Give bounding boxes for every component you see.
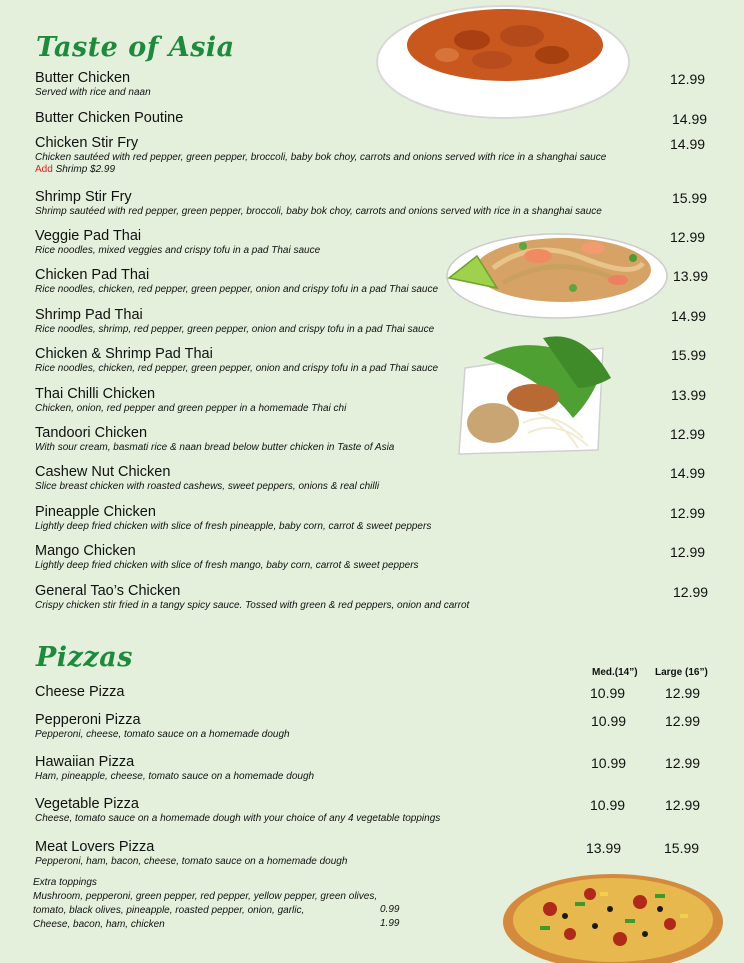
pizza-item-name: Hawaiian Pizza (35, 754, 135, 770)
menu-item-name: Butter Chicken (35, 70, 131, 86)
pizza-price-large: 12.99 (665, 797, 701, 813)
menu-item-desc: Rice noodles, shrimp, red pepper, green pepper, onion and crispy tofu in a pad Thai sauce (35, 324, 435, 335)
menu-item (35, 267, 438, 295)
pizza-item-desc: Cheese, tomato sauce on a homemade dough with your choice of any 4 vegetable toppings (35, 813, 441, 824)
pad-thai-photo (443, 218, 671, 322)
menu-item (35, 386, 346, 414)
menu-item-name: Mango Chicken (35, 543, 136, 559)
pizza-price-large: 12.99 (665, 713, 701, 729)
menu-item-desc: Lightly deep fried chicken with slice of fresh mango, baby corn, carrot & sweet peppers (35, 560, 419, 571)
addon-word: Add (35, 164, 53, 175)
pizza-item-desc: Pepperoni, ham, bacon, cheese, tomato sauce on a homemade dough (35, 856, 348, 867)
menu-item-price: 14.99 (670, 136, 706, 152)
extras-price: 0.99 (380, 904, 400, 915)
menu-item-price: 12.99 (670, 505, 706, 521)
menu-item-desc: Rice noodles, chicken, red pepper, green pepper, onion and crispy tofu in a pad Thai sauce (35, 284, 439, 295)
menu-item (35, 307, 434, 335)
menu-item (35, 135, 606, 175)
menu-item-price: 12.99 (670, 229, 706, 245)
extras-line: Cheese, bacon, ham, chicken (33, 919, 165, 930)
menu-item-name: Butter Chicken Poutine (35, 110, 184, 126)
menu-item-price: 15.99 (672, 190, 708, 206)
pizza-item-name: Cheese Pizza (35, 684, 125, 700)
menu-item-price: 12.99 (670, 71, 706, 87)
pizza-price-medium: 10.99 (591, 713, 627, 729)
pizza-item-name: Pepperoni Pizza (35, 712, 141, 728)
pizza-price-medium: 13.99 (586, 840, 622, 856)
menu-item (35, 464, 379, 492)
menu-item-desc: Shrimp sautéed with red pepper, green pepper, broccoli, baby bok choy, carrots and onions served with rice in a shanghai sauce (35, 206, 602, 217)
menu-item-price: 15.99 (671, 347, 707, 363)
menu-item-desc: Lightly deep fried chicken with slice of fresh pineapple, baby corn, carrot & sweet peppers (35, 521, 432, 532)
extras-title: Extra toppings (33, 877, 97, 888)
menu-item (35, 504, 431, 532)
menu-item-name: Chicken & Shrimp Pad Thai (35, 346, 213, 362)
addon-text: Shrimp $2.99 (55, 164, 116, 175)
asia-section-title: Taste of Asia (36, 32, 235, 63)
menu-item-price: 12.99 (673, 584, 709, 600)
pizza-item (35, 796, 440, 824)
menu-item-name: Cashew Nut Chicken (35, 464, 171, 480)
pizza-item-name: Vegetable Pizza (35, 796, 139, 812)
pizza-item (35, 712, 290, 740)
pizza-price-large: 12.99 (665, 685, 701, 701)
menu-item (35, 228, 320, 256)
menu-item (35, 543, 419, 571)
menu-item-desc: Served with rice and naan (35, 87, 151, 98)
thai-chilli-photo (453, 328, 613, 458)
menu-item-desc: Slice breast chicken with roasted cashews, sweet peppers, onions & real chilli (35, 481, 380, 492)
menu-item-name: General Tao’s Chicken (35, 583, 181, 599)
menu-item-desc: Chicken, onion, red pepper and green pepper in a homemade Thai chi (35, 403, 347, 414)
pizza-item-desc: Pepperoni, cheese, tomato sauce on a homemade dough (35, 729, 290, 740)
pizza-item (35, 754, 314, 782)
menu-item-desc: Chicken sautéed with red pepper, green pepper, broccoli, baby bok choy, carrots and onions served with rice in a shanghai sauce (35, 152, 607, 163)
menu-item-name: Shrimp Pad Thai (35, 307, 143, 323)
menu-item-desc: Rice noodles, mixed veggies and crispy tofu in a pad Thai sauce (35, 245, 321, 256)
pizza-price-medium: 10.99 (591, 755, 627, 771)
menu-item-price: 13.99 (671, 387, 707, 403)
menu-item-name: Chicken Pad Thai (35, 267, 150, 283)
extra-toppings (33, 876, 377, 932)
pizza-item (35, 684, 124, 700)
menu-item-price: 13.99 (673, 268, 709, 284)
menu-item (35, 189, 602, 217)
menu-item-desc: With sour cream, basmati rice & naan bread below butter chicken in Taste of Asia (35, 442, 395, 453)
pizza-item (35, 839, 347, 867)
extras-price: 1.99 (380, 918, 400, 929)
menu-item-price: 14.99 (671, 308, 707, 324)
menu-item-desc: Rice noodles, chicken, red pepper, green pepper, onion and crispy tofu in a pad Thai sauce (35, 363, 439, 374)
butter-chicken-photo (372, 0, 634, 122)
pizza-photo (500, 864, 726, 963)
pizza-price-medium: 10.99 (590, 797, 626, 813)
menu-item-price: 12.99 (670, 426, 706, 442)
extras-line: Mushroom, pepperoni, green pepper, red pepper, yellow pepper, green olives, (33, 891, 378, 902)
menu-item (35, 425, 394, 453)
extras-line: tomato, black olives, pineapple, roasted pepper, onion, garlic, (33, 905, 305, 916)
menu-item-price: 12.99 (670, 544, 706, 560)
menu-item-name: Pineapple Chicken (35, 504, 156, 520)
pizza-item-desc: Ham, pineapple, cheese, tomato sauce on a homemade dough (35, 771, 315, 782)
menu-item-price: 14.99 (670, 465, 706, 481)
menu-item-name: Chicken Stir Fry (35, 135, 139, 151)
menu-item-addon (35, 164, 606, 175)
pizzas-section-title: Pizzas (36, 642, 133, 673)
col-head-large: Large (16”) (655, 667, 708, 678)
pizza-price-large: 12.99 (665, 755, 701, 771)
menu-item-name: Thai Chilli Chicken (35, 386, 156, 402)
menu-item-price: 14.99 (672, 111, 708, 127)
menu-item-name: Shrimp Stir Fry (35, 189, 132, 205)
menu-item-name: Tandoori Chicken (35, 425, 148, 441)
pizza-price-large: 15.99 (664, 840, 700, 856)
pizza-price-medium: 10.99 (590, 685, 626, 701)
menu-item (35, 110, 183, 126)
col-head-medium: Med.(14”) (592, 667, 638, 678)
menu-item (35, 583, 469, 611)
menu-item-desc: Crispy chicken stir fried in a tangy spicy sauce. Tossed with green & red peppers, onion and carrot (35, 600, 470, 611)
menu-item (35, 70, 151, 98)
pizza-item-name: Meat Lovers Pizza (35, 839, 155, 855)
menu-item-name: Veggie Pad Thai (35, 228, 142, 244)
menu-item (35, 346, 438, 374)
